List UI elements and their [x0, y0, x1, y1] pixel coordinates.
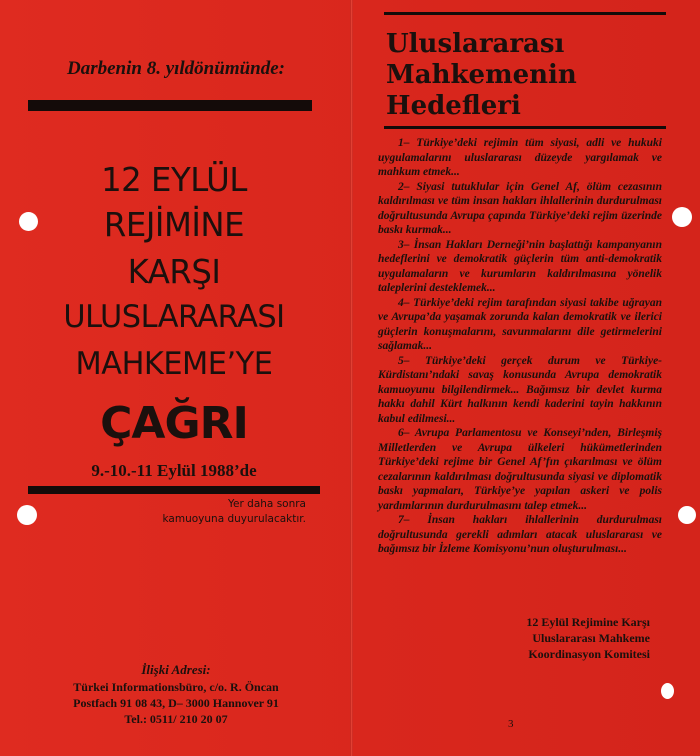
contact-line-1: Türkei Informationsbüro, c/o. R. Öncan [73, 680, 279, 694]
header-rule [384, 12, 666, 15]
center-fold [350, 0, 353, 756]
title-line-4: ULUSLARARASI [63, 299, 285, 335]
title-line-5: MAHKEME’YE [75, 346, 273, 382]
kicker-text: Darbenin 8. yıldönümünde: [66, 58, 285, 79]
punch-hole [17, 505, 37, 525]
objective-item: 7– İnsan hakları ihlallerinin durdurulması doğrultusunda gerekli adımları atacak uluslararası ve bağımsız bir İzleme Komisyonu’nun oluşturulması... [378, 514, 662, 555]
page-number: 3 [508, 718, 514, 730]
right-title-line-2: Mahkemenin [386, 60, 577, 90]
objective-item: 3– İnsan Hakları Derneği’nin başlattığı kampanyanın hedeflerini ve demokratik güçlerin tüm anti-demokratik uygulamaların ve kurumların kaldırılmasına yönelik taleplerini desteklemek... [378, 238, 662, 294]
date-rule [28, 486, 320, 494]
signature-line-1: 12 Eylül Rejimine Karşı [526, 615, 650, 629]
objective-item: 2– Siyasi tutuklular için Genel Af, ölüm cezasının kaldırılması ve tüm insan hakları ihlallerinin durdurulması doğrultusunda Avrupa çapında Türkiye’deki rejim üzerinde baskı kurmak... [378, 180, 662, 236]
top-rule [28, 100, 312, 111]
right-title-line-3: Hedefleri [386, 91, 521, 121]
punch-hole [19, 212, 38, 231]
note-line-1: Yer daha sonra [228, 498, 306, 510]
title-line-3: KARŞI [127, 252, 221, 291]
note-line-2: kamuoyuna duyurulacaktır. [162, 513, 306, 525]
objective-item: 6– Avrupa Parlamentosu ve Konseyi’nden, Birleşmiş Milletlerden ve Avrupa ülkeleri hükümetlerinden Türkiye’deki rejime bir Genel Af’fın çıkarılması ve ölüm cezalarının kaldırılması doğrultusunda siyasi ve diplomatik baskı yapmaları, Türkiye’ye yapılan askeri ve polis yardımlarının durdurulmasını talep etmek... [378, 427, 662, 512]
title-rule [384, 126, 666, 129]
title-line-1: 12 EYLÜL [101, 160, 247, 199]
call-heading: ÇAĞRI [100, 398, 248, 449]
objectives-list [378, 136, 662, 557]
title-line-2: REJİMİNE [103, 205, 245, 244]
signature-line-2: Uluslararası Mahkeme [532, 631, 650, 645]
punch-hole [661, 683, 674, 699]
contact-line-2: Postfach 91 08 43, D– 3000 Hannover 91 [73, 696, 279, 710]
right-title-line-1: Uluslararası [386, 29, 565, 59]
signature-line-3: Koordinasyon Komitesi [528, 647, 650, 661]
punch-hole [678, 506, 696, 524]
objective-item: 4– Türkiye’deki rejim tarafından siyasi takibe uğrayan ve Avrupa’da yaşamak zorunda kalan demokratik ve ilerici güçlerin konuşmalarını, savunmalarını dile getirmelerini sağlamak... [378, 296, 662, 352]
punch-hole [672, 207, 692, 227]
objective-item: 1– Türkiye’deki rejimin tüm siyasi, adli ve hukuki uygulamalarını uluslararası düzeyde yargılamak ve mahkum etmek... [378, 137, 662, 178]
event-dates: 9.-10.-11 Eylül 1988’de [91, 461, 257, 480]
objective-item: 5– Türkiye’deki gerçek durum ve Türkiye-Kürdistanı’ndaki savaş konusunda Avrupa demokratik kamuoyunu bilgilendirmek... Bağımsız bir devlet kurma hakkı dahil Kürt halkının kendi kaderini tayin hakkının kabul edilmesi... [378, 354, 662, 425]
contact-heading: İlişki Adresi: [141, 662, 211, 677]
contact-line-3: Tel.: 0511/ 210 20 07 [124, 712, 228, 726]
